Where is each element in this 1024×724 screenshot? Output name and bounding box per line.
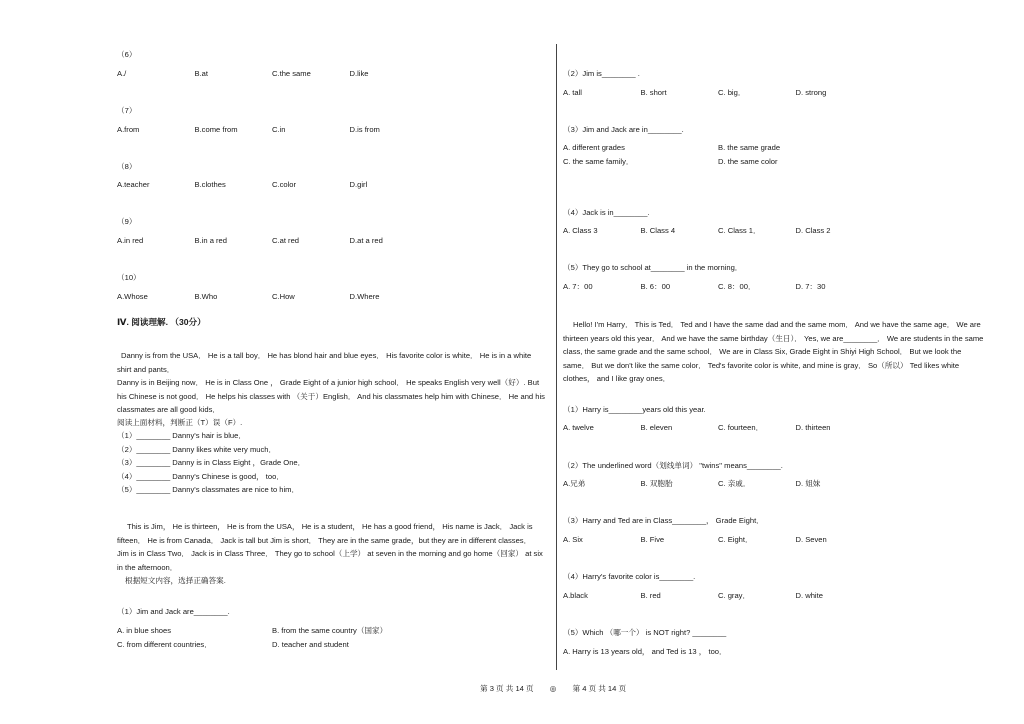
question-text: （1）Jim and Jack are________.: [117, 607, 230, 616]
tf-question: （1）________ Danny's hair is blue．: [117, 431, 246, 440]
tf-question: （5）________ Danny's classmates are nice to him．: [117, 485, 300, 494]
options-row: [117, 292, 427, 302]
question-text: （3）Harry and Ted are in Class________， Grade Eight．: [563, 516, 764, 525]
option-d[interactable]: D. 姐妹: [795, 479, 821, 488]
option-d[interactable]: D.at a red: [349, 236, 383, 245]
page-footer: [480, 683, 640, 694]
option-a[interactable]: A.black: [563, 591, 588, 600]
question-text: （5）They go to school at________ in the morning．: [563, 263, 743, 272]
question-number: （10）: [117, 273, 141, 282]
tf-question: （3）________ Danny is in Class Eight ，Grade One．: [117, 458, 306, 467]
reading-passage-2: This is Jim， He is thirteen， He is from the USA， He is a student， He has a good friend， His name is Jack． Jack is fifteen． He is from Canada． Jack is tall but Jim is short． They are in the same grade，but they are in different classes． Jim is in Class Two． Jack is in Class Three． They go to school（上学） at seven in the morning and go home（回家） at six in the afternoon．: [117, 522, 543, 572]
option-b[interactable]: B. from the same country（国家）: [272, 626, 388, 635]
option-c[interactable]: C. Class 1．: [718, 226, 761, 235]
option-d[interactable]: D. teacher and student: [272, 640, 349, 649]
option-c[interactable]: C. fourteen．: [718, 423, 764, 432]
option-a[interactable]: A. 7：00: [563, 282, 593, 291]
options-row: [563, 423, 873, 433]
question-text: （2）The underlined word（划线单词） "twins" means________.: [563, 461, 783, 470]
option-a[interactable]: A. Class 3: [563, 226, 598, 235]
question-number: （6）: [117, 50, 137, 59]
option-c[interactable]: C.the same: [272, 69, 311, 78]
option-b[interactable]: B.at: [194, 69, 209, 78]
option-b[interactable]: B.in a red: [194, 236, 228, 245]
option-b[interactable]: B. red: [640, 591, 661, 600]
question-text: （4）Harry's favorite color is________.: [563, 572, 696, 581]
option-a[interactable]: A./: [117, 69, 127, 78]
tf-question: （4）________ Danny's Chinese is good， too．: [117, 472, 284, 481]
options-row: [563, 535, 873, 545]
option-a[interactable]: A. twelve: [563, 423, 594, 432]
page-number-right: 第 4 页 共 14 页: [572, 684, 627, 693]
option-c[interactable]: C.at red: [272, 236, 300, 245]
section-heading: Ⅳ. 阅读理解. （30分）: [117, 317, 206, 327]
option-d[interactable]: D. 7：30: [795, 282, 826, 291]
option-c[interactable]: C. the same family．: [563, 157, 634, 166]
option-a[interactable]: A.in red: [117, 236, 144, 245]
option-a[interactable]: A.from: [117, 125, 140, 134]
option-c[interactable]: C. 8：00．: [718, 282, 756, 291]
question-text: （4）Jack is in________.: [563, 208, 650, 217]
option-b[interactable]: B.Who: [194, 292, 218, 301]
option-d[interactable]: D. the same color: [718, 157, 778, 166]
question-number: （8）: [117, 162, 137, 171]
options-row: [563, 226, 873, 236]
option-d[interactable]: D. thirteen: [795, 423, 831, 432]
option-b[interactable]: B. short: [640, 88, 667, 97]
option-a[interactable]: A. Harry is 13 years old， and Ted is 13 ， too．: [563, 647, 727, 656]
question-text: （5）Which （哪一个） is NOT right? ________: [563, 628, 727, 637]
reading-passage-1: Danny is from the USA． He is a tall boy． He has blond hair and blue eyes． His favorite color is white． He is in a white shirt and pants．: [117, 351, 532, 374]
option-b[interactable]: B. 6：00: [640, 282, 671, 291]
question-text: （3）Jim and Jack are in________.: [563, 125, 684, 134]
option-b[interactable]: B. eleven: [640, 423, 673, 432]
options-row: [117, 180, 427, 190]
option-c[interactable]: C.How: [272, 292, 295, 301]
page-number-left: 第 3 页 共 14 页: [480, 684, 534, 693]
option-c[interactable]: C. Eight．: [718, 535, 753, 544]
option-d[interactable]: D. white: [795, 591, 823, 600]
column-divider: [556, 44, 557, 670]
reading-passage-1-cont: Danny is in Beijing now． He is in Class One ， Grade Eight of a junior high school． He speaks English very well（好）. But his Chinese is not good． He helps his classes with （关于）English． And his classmates help him with Chinese． He and his classmates are all good kids．: [117, 378, 545, 414]
option-a[interactable]: A.兄弟: [563, 479, 586, 488]
option-c[interactable]: C.color: [272, 180, 297, 189]
option-b[interactable]: B. 双胞胎: [640, 479, 673, 488]
option-b[interactable]: B. Five: [640, 535, 665, 544]
option-d[interactable]: D. strong: [795, 88, 827, 97]
option-a[interactable]: A.Whose: [117, 292, 148, 301]
question-number: （9）: [117, 217, 137, 226]
options-row: [563, 591, 873, 601]
options-row: [563, 88, 873, 98]
options-row: [117, 125, 427, 135]
option-b[interactable]: B.clothes: [194, 180, 226, 189]
options-row: [563, 479, 873, 489]
option-a[interactable]: A. Six: [563, 535, 583, 544]
options-grid: [563, 141, 873, 169]
tf-question: （2）________ Danny likes white very much．: [117, 445, 277, 454]
binding-mark-icon: ◎: [549, 684, 557, 693]
options-row: [563, 282, 873, 292]
options-row: [117, 69, 427, 79]
option-c[interactable]: C. 亲戚．: [718, 479, 751, 488]
instruction-choose: 根据短文内容，选择正确答案.: [125, 576, 226, 585]
option-b[interactable]: B. the same grade: [718, 143, 781, 152]
option-c[interactable]: C. gray．: [718, 591, 751, 600]
question-text: （2）Jim is________ .: [563, 69, 640, 78]
question-number: （7）: [117, 106, 137, 115]
options-grid: [117, 624, 427, 652]
option-d[interactable]: D. Seven: [795, 535, 827, 544]
question-text: （1）Harry is________years old this year.: [563, 405, 706, 414]
option-a[interactable]: A. in blue shoes: [117, 626, 172, 635]
option-d[interactable]: D.is from: [349, 125, 380, 134]
option-c[interactable]: C. from different countries．: [117, 640, 212, 649]
option-d[interactable]: D.girl: [349, 180, 368, 189]
options-row: [117, 236, 427, 246]
instruction-true-false: 阅读上面材料，判断正（T）误（F）.: [117, 418, 243, 427]
option-d[interactable]: D. Class 2: [795, 226, 831, 235]
option-a[interactable]: A. tall: [563, 88, 582, 97]
option-a[interactable]: A.teacher: [117, 180, 150, 189]
option-b[interactable]: B. Class 4: [640, 226, 676, 235]
reading-passage-3: Hello! I'm Harry． This is Ted． Ted and I have the same dad and the same mom． And we have the same age． We are thirteen years old this year． And we have the same birthday（生日）． Yes, we are________． We are students in the same class, the same grade and the same school． We are in Class Six, Grade Eight in Shiyi High School． But we look the same． But we don't like the same color． Ted's favorite color is white, and mine is gray． So（所以） Ted likes white clothes， and I like gray ones．: [563, 320, 984, 383]
option-a[interactable]: A. different grades: [563, 143, 625, 152]
option-d[interactable]: D.Where: [349, 292, 380, 301]
option-c[interactable]: C. big．: [718, 88, 746, 97]
option-c[interactable]: C.in: [272, 125, 286, 134]
option-b[interactable]: B.come from: [194, 125, 238, 134]
option-d[interactable]: D.like: [349, 69, 369, 78]
